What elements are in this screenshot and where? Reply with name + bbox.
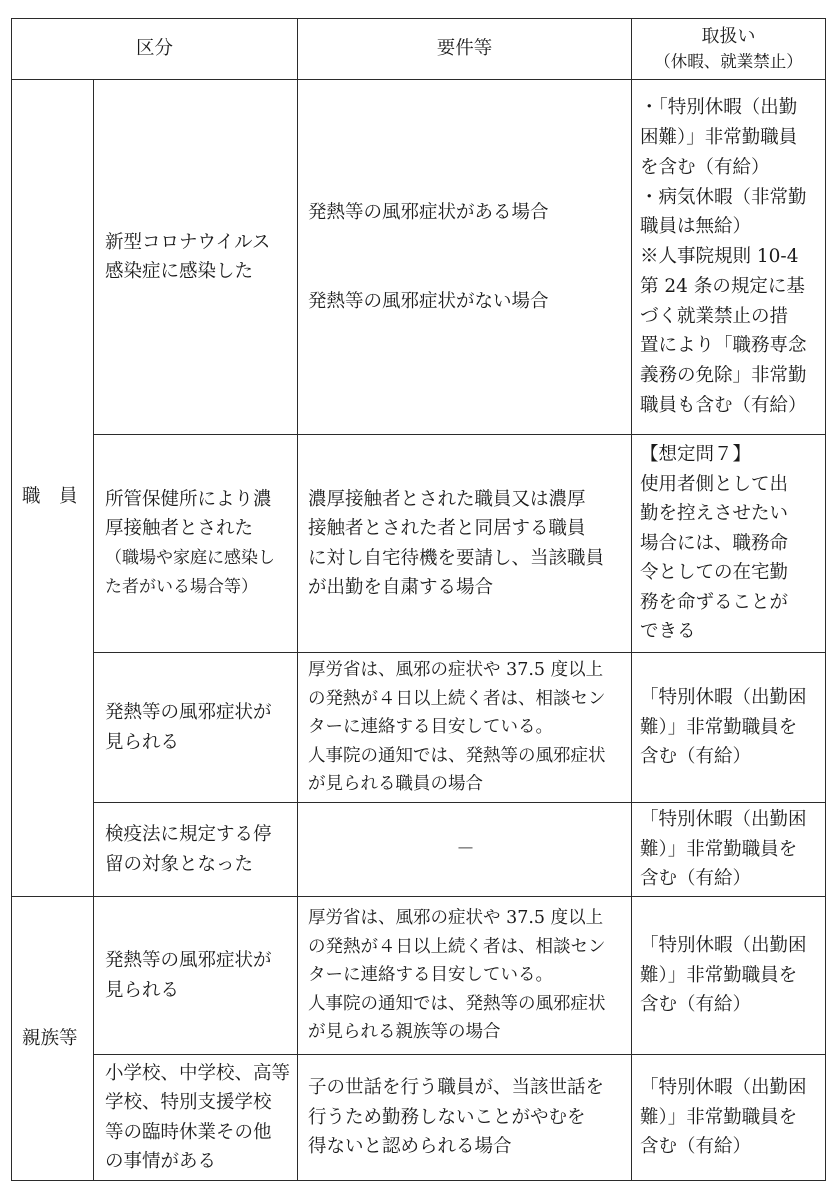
table-row — [12, 80, 826, 435]
treatment-line: できる — [640, 621, 696, 643]
requirement-line: 子の世話を行う職員が、当該世話を — [308, 1077, 605, 1099]
treatment-line: 令としての在宅勤 — [640, 562, 789, 584]
requirement-line: ターに連絡する目安している。 — [308, 717, 554, 738]
treatment-line: 職員は無給） — [640, 216, 752, 238]
treatment-line: ・病気休暇（非常勤 — [640, 186, 807, 208]
treatment-line: ※人事院規則 10-4 — [640, 246, 799, 268]
category-line: 留の対象となった — [105, 853, 254, 875]
requirement-line: 発熱等の風邪症状がない場合 — [308, 291, 549, 312]
category-line: た者がいる場合等） — [105, 577, 258, 597]
requirement-line: の発熱が４日以上続く者は、相談セン — [308, 936, 606, 957]
header-treatment-sub: （休暇、就業禁止） — [654, 52, 803, 71]
table-row — [12, 803, 826, 897]
requirement-cell — [298, 435, 632, 653]
requirement-cell — [298, 1055, 632, 1181]
header-category: 区分 — [12, 19, 298, 80]
requirement-line: の発熱が４日以上続く者は、相談セン — [308, 688, 606, 709]
requirement-line: が出勤を自粛する場合 — [308, 577, 494, 598]
treatment-line: 含む（有給） — [640, 1136, 752, 1158]
requirement-line: 人事院の通知では、発熱等の風邪症状 — [308, 745, 606, 766]
header-requirement: 要件等 — [298, 19, 632, 80]
treatment-line: 「特別休暇（出勤困 — [640, 1077, 807, 1099]
treatment-line: 勤を控えさせたい — [640, 503, 789, 525]
treatment-line: 使用者側として出 — [640, 473, 789, 495]
requirement-line: 厚労省は、風邪の症状や 37.5 度以上 — [308, 660, 604, 681]
table-row — [12, 435, 826, 653]
requirement-line: 濃厚接触者とされた職員又は濃厚 — [308, 488, 586, 510]
treatment-cell — [632, 897, 826, 1055]
treatment-cell — [632, 653, 826, 803]
treatment-line: 含む（有給） — [640, 994, 752, 1016]
leave-treatment-table — [11, 18, 826, 1181]
category-line: 見られる — [105, 979, 180, 1001]
group-label-family: 親族等 — [12, 897, 94, 1181]
category-cell — [94, 653, 298, 803]
category-line: 新型コロナウイルス — [105, 231, 271, 253]
treatment-line: 置により「職務専念 — [640, 335, 807, 357]
category-cell — [94, 1055, 298, 1181]
table-row — [12, 653, 826, 803]
category-line: 見られる — [105, 731, 180, 753]
treatment-cell — [632, 803, 826, 897]
treatment-line: 「特別休暇（出勤困 — [640, 687, 807, 709]
category-cell — [94, 897, 298, 1055]
category-line: 感染症に感染した — [105, 261, 254, 282]
category-line: 所管保健所により濃 — [105, 488, 272, 510]
requirement-line: 得ないと認められる場合 — [308, 1136, 512, 1158]
category-cell — [94, 435, 298, 653]
treatment-line: 難）」非常勤職員を — [640, 964, 798, 986]
treatment-cell — [632, 80, 826, 435]
header-treatment — [632, 19, 826, 80]
spacer — [308, 227, 623, 287]
treatment-cell — [632, 435, 826, 653]
category-line: 厚接触者とされた — [105, 518, 254, 539]
category-line: 発熱等の風邪症状が — [105, 950, 272, 971]
table-header-row — [12, 19, 826, 80]
requirement-line: 人事院の通知では、発熱等の風邪症状 — [308, 993, 606, 1014]
requirement-line: 行うため勤務しないことがやむを — [308, 1106, 586, 1128]
requirement-line: に対し自宅待機を要請し、当該職員 — [308, 547, 605, 569]
header-treatment-title: 取扱い — [701, 26, 756, 47]
treatment-line: 含む（有給） — [640, 746, 752, 768]
requirement-line: 厚労省は、風邪の症状や 37.5 度以上 — [308, 908, 604, 929]
category-line: 学校、特別支援学校 — [105, 1092, 272, 1113]
requirement-cell — [298, 653, 632, 803]
treatment-line: ・「特別休暇（出勤 — [640, 97, 798, 119]
treatment-cell — [632, 1055, 826, 1181]
treatment-line: 「特別休暇（出勤困 — [640, 935, 807, 957]
category-line: の事情がある — [105, 1151, 217, 1172]
category-line: 小学校、中学校、高等 — [105, 1062, 291, 1084]
treatment-line: づく就業禁止の措 — [640, 305, 789, 327]
treatment-line: を含む（有給） — [640, 156, 770, 178]
category-line: 発熱等の風邪症状が — [105, 702, 272, 723]
requirement-cell: － — [298, 803, 632, 897]
requirement-line: 接触者とされた者と同居する職員 — [308, 518, 586, 539]
requirement-line: が見られる職員の場合 — [308, 774, 484, 795]
requirement-cell — [298, 897, 632, 1055]
treatment-line: 務を命ずることが — [640, 591, 789, 613]
treatment-line: 難）」非常勤職員を — [640, 838, 798, 860]
treatment-line: 難）」非常勤職員を — [640, 716, 798, 738]
category-line: （職場や家庭に感染し — [105, 547, 275, 568]
table-row — [12, 1055, 826, 1181]
requirement-line: が見られる親族等の場合 — [308, 1022, 501, 1043]
category-line: 等の臨時休業その他 — [105, 1121, 272, 1143]
table-row — [12, 897, 826, 1055]
requirement-line: 発熱等の風邪症状がある場合 — [308, 201, 549, 223]
treatment-line: 困難）」非常勤職員 — [640, 126, 798, 148]
category-cell — [94, 80, 298, 435]
treatment-line: 職員も含む（有給） — [640, 395, 807, 417]
requirement-line: ターに連絡する目安している。 — [308, 965, 554, 986]
group-label-staff: 職 員 — [12, 80, 94, 897]
category-cell — [94, 803, 298, 897]
treatment-line: 含む（有給） — [640, 868, 752, 890]
treatment-line: 「特別休暇（出勤困 — [640, 809, 807, 831]
treatment-line: 【想定問７】 — [640, 444, 752, 466]
treatment-line: 第 24 条の規定に基 — [640, 275, 805, 297]
treatment-line: 義務の免除」非常勤 — [640, 365, 807, 387]
category-line: 検疫法に規定する停 — [105, 824, 272, 845]
requirement-cell — [298, 80, 632, 435]
treatment-line: 難）」非常勤職員を — [640, 1106, 798, 1128]
treatment-line: 場合には、職務命 — [640, 532, 789, 554]
